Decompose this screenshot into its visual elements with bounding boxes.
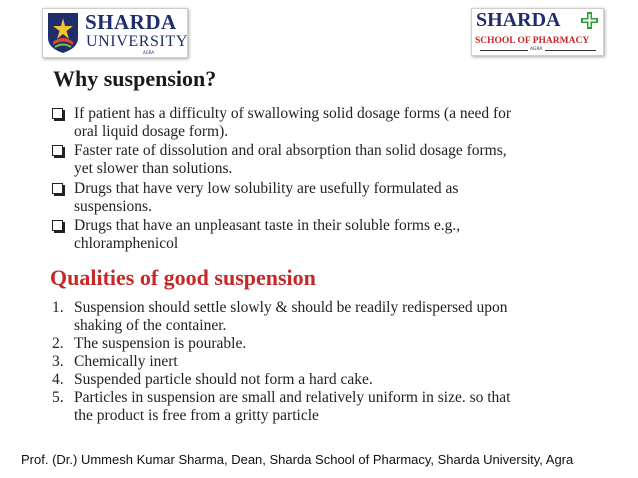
quality-number-1: 1. xyxy=(52,299,64,316)
why-suspension-heading: Why suspension? xyxy=(53,66,217,91)
quality-number-2: 2. xyxy=(52,335,64,352)
quality-item-4: Suspended particle should not form a hard cake. xyxy=(74,371,373,388)
pharmacy-logo-line3: AGRA xyxy=(530,47,543,52)
why-item-4: Drugs that have an unpleasant taste in their soluble forms e.g., chloramphenicol xyxy=(74,217,461,252)
quality-number-3: 3. xyxy=(52,353,64,370)
why-item-1: If patient has a difficulty of swallowing solid dosage forms (a need for oral liquid dosage form). xyxy=(74,105,512,140)
quality-item-3: Chemically inert xyxy=(74,353,178,370)
checkbox-bullet-icon xyxy=(52,183,63,194)
quality-item-1: Suspension should settle slowly & should be readily redispersed upon shaking of the container. xyxy=(74,299,508,334)
quality-number-5: 5. xyxy=(52,389,64,406)
university-logo-line3: AGRA xyxy=(143,50,155,55)
sharda-pharmacy-logo xyxy=(471,8,604,56)
quality-number-4: 4. xyxy=(52,371,64,388)
pharmacy-logo-line1: SHARDA xyxy=(476,9,561,31)
university-logo-line1: SHARDA xyxy=(85,10,177,34)
why-item-3: Drugs that have very low solubility are usefully formulated as suspensions. xyxy=(74,180,459,215)
checkbox-bullet-icon xyxy=(52,220,63,231)
why-item-2: Faster rate of dissolution and oral absorption than solid dosage forms, yet slower than solutions. xyxy=(74,142,507,177)
qualities-heading: Qualities of good suspension xyxy=(50,265,316,290)
quality-item-5: Particles in suspension are small and relatively uniform in size. so that the product is free from a gritty particle xyxy=(74,389,511,424)
university-logo-line2: UNIVERSITY xyxy=(86,33,188,50)
checkbox-bullet-icon xyxy=(52,145,63,156)
quality-item-2: The suspension is pourable. xyxy=(74,335,247,352)
pharmacy-logo-line2: SCHOOL OF PHARMACY xyxy=(475,36,590,46)
checkbox-bullet-icon xyxy=(52,108,63,119)
footer-credit: Prof. (Dr.) Ummesh Kumar Sharma, Dean, Sharda School of Pharmacy, Sharda University, Agra xyxy=(21,452,574,467)
university-emblem-icon xyxy=(46,12,80,54)
sharda-university-logo xyxy=(42,8,188,58)
green-cross-icon xyxy=(581,12,598,29)
